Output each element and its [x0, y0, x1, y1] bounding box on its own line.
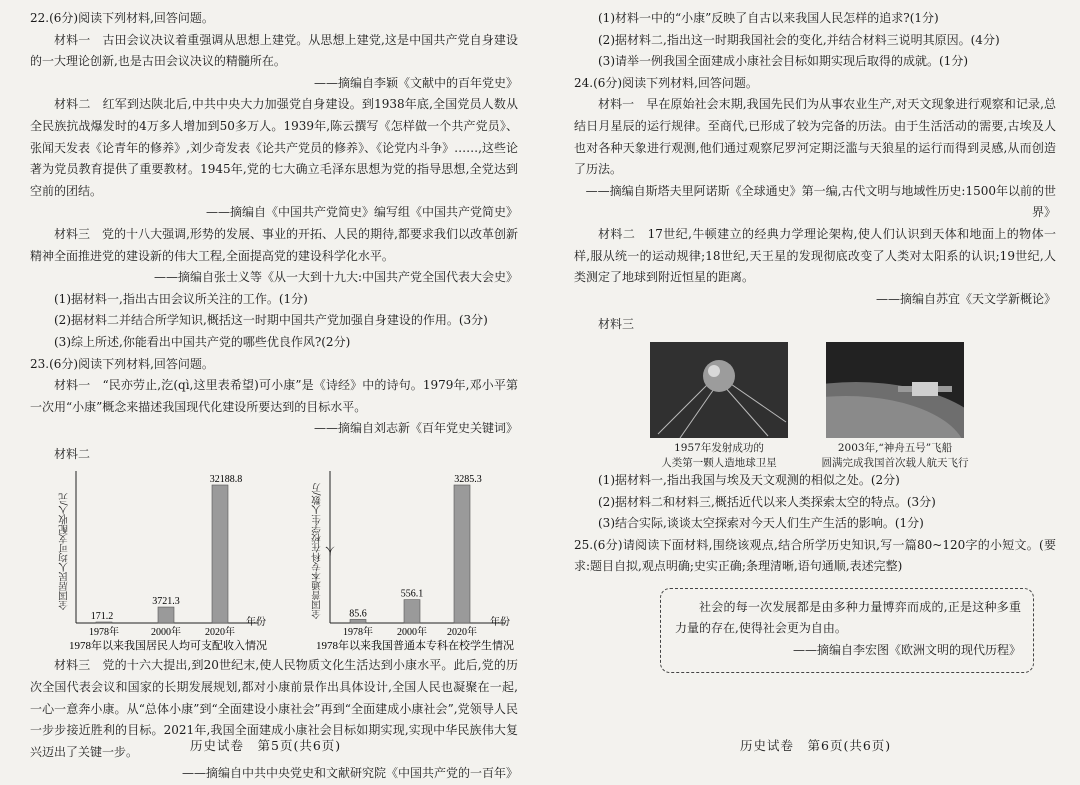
- sputnik-caption-line-2: 人类第一颗人造地球卫星: [661, 456, 777, 469]
- page-footer: 历史试卷 第6页(共6页): [740, 738, 892, 753]
- q25-quote-box: [660, 588, 1034, 673]
- q22-material-3-source: ——摘编自张士义等《从一大到十九大:中国共产党全国代表大会史》: [153, 270, 518, 285]
- q22-material-2-source: ——摘编自《中国共产党简史》编写组《中国共产党简史》: [205, 205, 518, 220]
- x-tick-label-0: 1978年: [89, 627, 119, 639]
- x-tick-label-1: 2000年: [151, 627, 181, 639]
- bar-value-label-0: 85.6: [349, 608, 367, 620]
- q22-material-1: 材料一 古田会议决议着重强调从思想上建党。从思想上建党,这是中国共产党自身建设的一大理论创新,也是古田会议决议的精髓所在。: [30, 32, 518, 69]
- q24-question-3: (3)结合实际,谈谈太空探索对今天人们生产生活的影响。(1分): [598, 516, 924, 531]
- q24-question-1: (1)据材料一,指出我国与埃及天文观测的相似之处。(2分): [598, 472, 900, 487]
- q23-question-1: (1)材料一中的“小康”反映了自古以来我国人民怎样的追求?(1分): [598, 11, 939, 25]
- page-6: [540, 0, 1080, 764]
- q23-heading: 23.(6分)阅读下列材料,回答问题。: [30, 356, 214, 371]
- shenzhou-5-caption: [815, 441, 975, 471]
- q22-question-2: (2)据材料二并结合所学知识,概括这一时期中国共产党加强自身建设的作用。(3分): [54, 313, 488, 328]
- q24-material-2-source: ——摘编自苏宜《天文学新概论》: [875, 291, 1056, 306]
- q23-material-3: 材料三 党的十六大提出,到20世纪末,使人民物质文化生活达到小康水平。此后,党的历次全国代表会议和国家的长期发展规划,都对小康前景作出具体设计,全国人民也凝聚在一起,一心一意奔小康。从“总体小康”到“全面建设小康社会”再到“全面建成小康社会”,党领导人民一步步接近胜利的目标。2021年,我国全面建成小康社会目标如期实现,实现中华民族伟大复兴迈出了关键一步。: [30, 658, 518, 759]
- shenzhou-caption-line-2: 圆满完成我国首次载人航天飞行: [821, 456, 969, 469]
- q24-material-2: 材料二 17世纪,牛顿建立的经典力学理论架构,使人们认识到天体和地面上的物体一样,服从统一的运动规律;18世纪,天王星的发现彻底改变了人类对太阳系的认识;19世纪,人类测定了地球到附近恒星的距离。: [574, 226, 1056, 285]
- bar-value-label-0: 171.2: [90, 611, 114, 623]
- q22-material-1-source: ——摘编自李颖《文献中的百年党史》: [313, 75, 518, 90]
- q23-question-3: (3)请举一例我国全面建成小康社会目标如期实现后取得的成就。(1分): [598, 54, 968, 69]
- shenzhou-5-image: [826, 342, 964, 438]
- q24-question-2: (2)据材料二和材料三,概括近代以来人类探索太空的特点。(3分): [598, 494, 936, 509]
- q23-question-2: (2)据材料二,指出这一时期我国社会的变化,并结合材料三说明其原因。(4分): [598, 32, 1000, 47]
- q22-material-2: 材料二 红军到达陕北后,中共中央大力加强党自身建设。到1938年底,全国党员人数从全民族抗战爆发时的4万多人增加到50多万人。1939年,陈云撰写《怎样做一个共产党员》、张闻天发表《论青年的修养》,刘少奇发表《论共产党员的修养》、《论党内斗争》……,这些论著为党员教育提供了重要教材。1945年,党的七大确立毛泽东思想为党的指导思想,全党达到空前的团结。: [30, 97, 518, 198]
- x-axis-label: 年份: [246, 617, 266, 629]
- bar-value-label-1: 556.1: [400, 589, 424, 601]
- q23-material-1-source: ——摘编自刘志新《百年党史关键词》: [313, 421, 518, 436]
- x-axis-label: 年份: [490, 617, 510, 629]
- q23-material-3-source: ——摘编自中共中央党史和文献研究院《中国共产党的一百年》: [181, 766, 518, 781]
- bar-2: [212, 485, 228, 623]
- q23-charts: [30, 467, 518, 655]
- q24-heading: 24.(6分)阅读下列材料,回答问题。: [574, 75, 758, 90]
- bar-value-label-1: 3721.3: [152, 596, 180, 608]
- chart-caption: 1978年以来我国居民人均可支配收入情况: [69, 640, 267, 653]
- bar-0: [350, 620, 366, 624]
- chart-caption: 1978年以来我国普通本专科在校学生情况: [316, 640, 514, 653]
- q24-photos: [574, 342, 1056, 470]
- x-tick-label-0: 1978年: [343, 627, 373, 639]
- bar-0: [96, 622, 112, 623]
- income-bar-chart: [58, 467, 278, 653]
- q22-material-3: 材料三 党的十八大强调,形势的发展、事业的开拓、人民的期待,都要求我们以改革创新精神全面推进党的建设新的伟大工程,全面提高党的建设科学化水平。: [30, 226, 518, 263]
- shenzhou-caption-line-1: 2003年,“神舟五号”飞船: [837, 441, 953, 454]
- bar-1: [158, 608, 174, 624]
- q22-question-3: (3)综上所述,你能看出中国共产党的哪些优良作风?(2分): [54, 334, 351, 349]
- q25-prompt: 25.(6分)请阅读下面材料,围绕该观点,结合所学历史知识,写一篇80~120字的小短文。(要求:题目自拟,观点明确;史实正确;条理清晰,语句通顺,表述完整): [574, 537, 1056, 574]
- q24-material-1-source: ——摘编自斯塔夫里阿诺斯《全球通史》第一编,古代文明与地域性历史:1500年以前的世界》: [585, 183, 1056, 220]
- q24-material-3-label: 材料三: [598, 317, 635, 332]
- income-y-axis-label: 全国居民人均可支配收入/元: [59, 492, 70, 611]
- bar-2: [454, 485, 470, 623]
- q25-quote: 社会的每一次发展都是由多种力量博弈而成的,正是这种多重力量的存在,使得社会更为自由。: [675, 599, 1021, 636]
- page-5: [0, 0, 540, 781]
- q23-material-1: 材料一 “民亦劳止,汔(qì,这里表希望)可小康”是《诗经》中的诗句。1979年,邓小平第一次用“小康”概念来描述我国现代化建设所要达到的目标水平。: [30, 378, 518, 414]
- sputnik-caption-line-1: 1957年发射成功的: [674, 441, 764, 454]
- q24-material-1: 材料一 早在原始社会末期,我国先民们为从事农业生产,对天文现象进行观察和记录,总结日月星辰的运行规律。至商代,已形成了较为完备的历法。由于生活活动的需要,古埃及人也对各种天象进行观测,他们通过观察尼罗河定期泛滥与天狼星的运行而得到灵感,从而创造了历法。: [574, 97, 1056, 177]
- x-tick-label-2: 2020年: [447, 627, 477, 639]
- bar-value-label-2: 32188.8: [209, 474, 243, 486]
- q23-material-2-label: 材料二: [54, 446, 91, 461]
- q22-question-1: (1)据材料一,指出古田会议所关注的工作。(1分): [54, 291, 308, 306]
- bar-value-label-2: 3285.3: [454, 474, 482, 486]
- q22-heading: 22.(6分)阅读下列材料,回答问题。: [30, 11, 214, 25]
- sputnik-satellite-image: [650, 342, 788, 438]
- page-footer: 历史试卷 第5页(共6页): [190, 738, 342, 753]
- x-tick-label-2: 2020年: [205, 627, 235, 639]
- q25-quote-source: ——摘编自李宏图《欧洲文明的现代历程》: [792, 643, 1021, 658]
- x-tick-label-1: 2000年: [397, 627, 427, 639]
- bar-1: [404, 600, 420, 623]
- students-y-axis-label: 全国普通本专科在校学生人数/万人: [312, 483, 337, 620]
- sputnik-caption: [639, 441, 799, 471]
